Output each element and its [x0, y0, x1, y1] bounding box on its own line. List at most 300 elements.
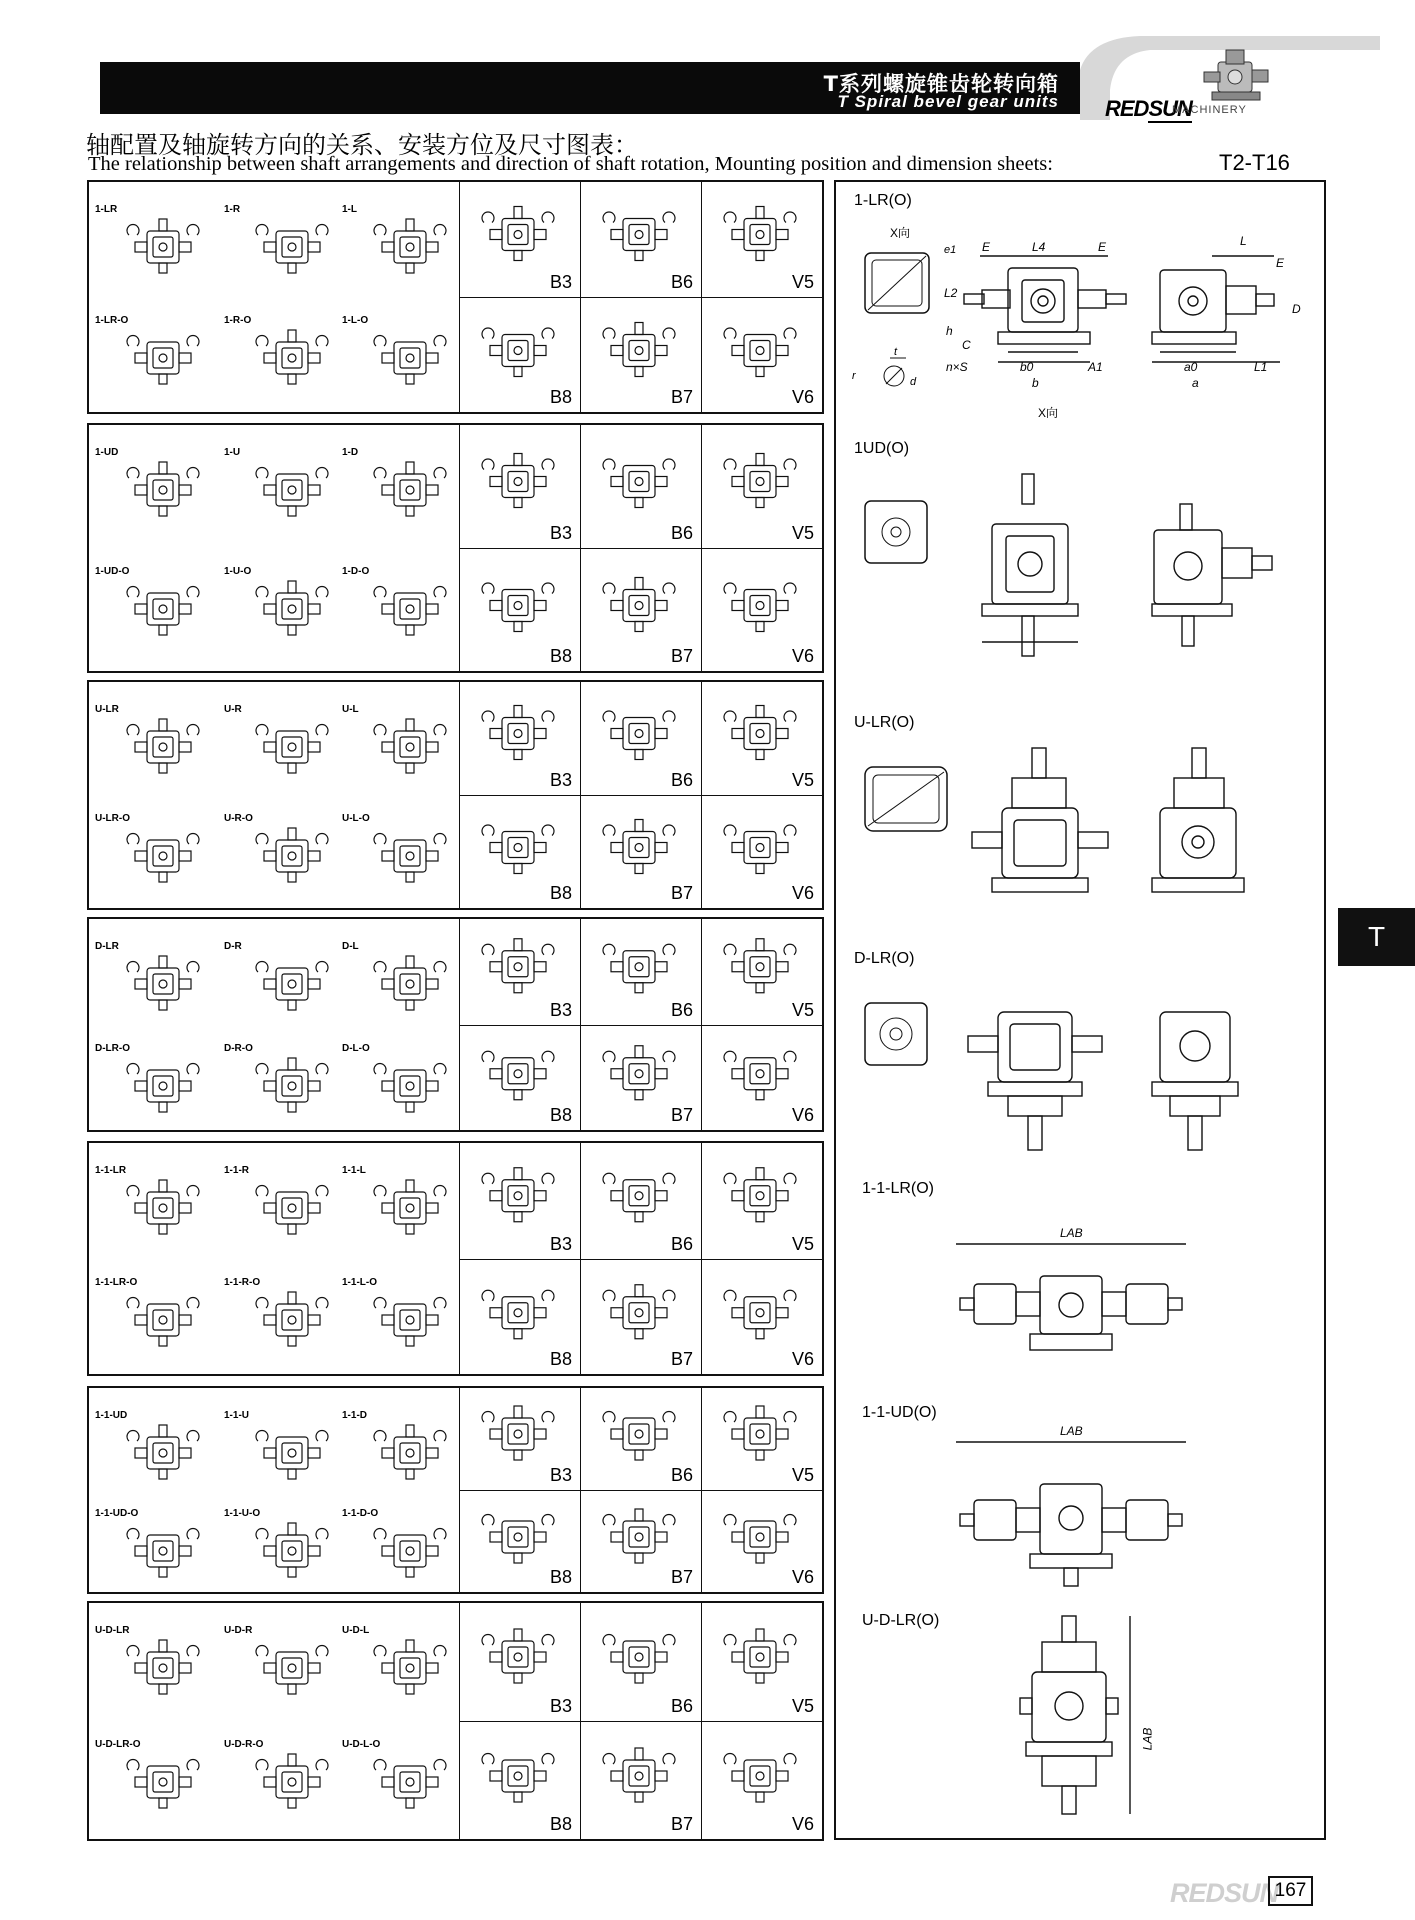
config-label: U-R-O: [224, 813, 253, 824]
config-cell: [342, 566, 472, 656]
mounting-cell: [459, 1143, 580, 1259]
C-label: C: [962, 338, 971, 352]
config-cell: [224, 1165, 354, 1255]
mounting-cell: [459, 795, 580, 908]
a0-label: a0: [1184, 360, 1198, 374]
mounting-diagram-icon: [712, 1611, 808, 1708]
rotation-diagram-icon: [370, 1285, 450, 1360]
config-label: U-L-O: [342, 813, 370, 824]
rotation-diagram-icon: [252, 574, 332, 649]
mounting-diagram-icon: [591, 306, 687, 400]
mounting-diagram-icon: [712, 1151, 808, 1246]
A1-label: A1: [1088, 360, 1103, 374]
rotation-diagram-icon: [370, 712, 450, 787]
section-title-u-lr: U-LR(O): [854, 714, 915, 731]
section-tab: T: [1338, 908, 1415, 966]
config-cell: [95, 1739, 225, 1829]
mounting-position-label: B8: [549, 1567, 572, 1587]
config-label: U-D-R: [224, 1625, 253, 1636]
rotation-diagram-icon: [252, 1173, 332, 1248]
mounting-position-label: B6: [670, 272, 693, 292]
front-view-u-lr-drawing: [962, 748, 1172, 928]
config-label: 1-1-R-O: [224, 1276, 261, 1288]
config-group: [87, 423, 824, 673]
nxs-label: n×S: [946, 360, 968, 374]
config-cell: [342, 704, 472, 794]
config-cell: [95, 1165, 225, 1255]
page-title-en: The relationship between shaft arrangements and direction of shaft rotation, Mounting position and dimension sheets:: [88, 153, 1053, 175]
rotation-diagram-icon: [123, 1633, 203, 1708]
config-cell: [95, 566, 225, 656]
mounting-cell: [580, 1025, 701, 1131]
mounting-position-label: B7: [670, 1105, 693, 1125]
config-cell: [342, 941, 472, 1031]
config-cell: [224, 566, 354, 656]
mounting-diagram-icon: [470, 557, 566, 659]
config-label: D-LR: [95, 941, 119, 952]
footer-brand-red: RED: [1170, 1878, 1225, 1908]
config-cell: [224, 1043, 354, 1133]
config-label: U-D-LR: [95, 1625, 130, 1636]
rotation-diagram-icon: [252, 455, 332, 530]
config-cell: [224, 1508, 354, 1598]
mounting-cell: [580, 1603, 701, 1721]
mounting-diagram-icon: [591, 1730, 687, 1827]
mounting-grid: [459, 919, 822, 1130]
config-label: 1-1-U-O: [224, 1508, 261, 1519]
mounting-cell: [580, 297, 701, 412]
section-title-u-d-lr: U-D-LR(O): [862, 1612, 940, 1629]
mounting-cell: [459, 1721, 580, 1839]
rotation-diagram-icon: [123, 1418, 203, 1493]
rotation-diagram-icon: [252, 821, 332, 896]
config-cell: [342, 1277, 472, 1367]
E-label-left: E: [982, 240, 991, 254]
config-label: U-R: [224, 704, 242, 715]
config-group: [87, 1386, 824, 1594]
rotation-diagram-icon: [123, 323, 203, 398]
section-title-1-lr: 1-LR(O): [854, 192, 912, 209]
config-label: 1-UD-O: [95, 566, 130, 577]
rotation-diagram-icon: [370, 949, 450, 1024]
flange-d-lr-drawing: [864, 1002, 934, 1072]
mounting-cell: [580, 182, 701, 297]
mounting-diagram-icon: [591, 690, 687, 782]
config-label: U-LR: [95, 704, 119, 715]
mounting-diagram-icon: [712, 557, 808, 659]
page-title-cn: 轴配置及轴旋转方向的关系、安装方位及尺寸图表：: [86, 131, 638, 159]
config-label: 1-U-O: [224, 566, 252, 577]
L1-label: L1: [1254, 360, 1268, 374]
front-view-u-d-lr-drawing: [1012, 1616, 1142, 1836]
mounting-position-label: B6: [670, 1233, 693, 1254]
page-number: 167: [1268, 1876, 1313, 1906]
config-label: 1-D: [342, 447, 359, 458]
mounting-cell: [580, 795, 701, 908]
rotation-diagram-icon: [123, 1747, 203, 1822]
mounting-cell: [459, 1025, 580, 1131]
config-label: 1-1-D: [342, 1410, 368, 1421]
front-view-1-1-ud-drawing: [956, 1438, 1196, 1588]
mounting-diagram-icon: [470, 690, 566, 782]
config-cell: [224, 315, 354, 405]
config-cell: [95, 315, 225, 405]
mounting-diagram-icon: [712, 690, 808, 782]
mounting-position-label: V6: [791, 1814, 814, 1834]
footer-brand-sun: SUN: [1224, 1878, 1279, 1908]
mounting-position-label: B3: [549, 523, 572, 543]
config-cell: [95, 1508, 225, 1598]
rotation-diagram-icon: [123, 212, 203, 287]
rotation-diagram-icon: [370, 574, 450, 649]
mounting-position-label: B8: [549, 1349, 572, 1369]
d-label: d: [910, 376, 917, 388]
config-cell: [342, 813, 472, 903]
mounting-diagram-icon: [591, 557, 687, 659]
mounting-cell: [580, 425, 701, 548]
mounting-diagram-icon: [591, 1151, 687, 1246]
config-label: D-R-O: [224, 1042, 253, 1054]
config-label: 1-LR-O: [95, 315, 129, 326]
mounting-diagram-icon: [712, 1730, 808, 1827]
mounting-cell: [701, 1025, 822, 1131]
mounting-cell: [701, 297, 822, 412]
mounting-cell: [459, 1388, 580, 1490]
header-title-en: T Spiral bevel gear units: [837, 92, 1059, 111]
mounting-cell: [701, 1143, 822, 1259]
config-group: [87, 680, 824, 910]
config-label: 1-L: [342, 204, 357, 215]
mounting-cell: [701, 425, 822, 548]
config-label: 1-1-R: [224, 1165, 250, 1176]
front-view-1ud-drawing: [962, 474, 1172, 684]
rotation-diagram-icon: [252, 323, 332, 398]
config-cell: [342, 1043, 472, 1133]
L-label: L: [1240, 234, 1247, 248]
rotation-diagram-icon: [123, 1516, 203, 1591]
rotation-diagram-icon: [370, 1747, 450, 1822]
config-cell: [342, 447, 472, 537]
mounting-cell: [580, 1388, 701, 1490]
front-view-1-lr-drawing: [962, 238, 1172, 378]
e1-label: e1: [944, 244, 957, 256]
config-cell: [224, 1277, 354, 1367]
side-view-u-lr-drawing: [1152, 748, 1322, 928]
rotation-diagram-icon: [123, 1285, 203, 1360]
mounting-position-label: B8: [549, 883, 572, 903]
config-label: U-D-L: [342, 1625, 370, 1636]
config-cell: [342, 1410, 472, 1500]
h-label: h: [946, 324, 953, 338]
config-label: U-L: [342, 704, 359, 715]
footer-brand: [1170, 1878, 1278, 1909]
rotation-diagram-icon: [123, 1173, 203, 1248]
flange-1ud-drawing: [864, 500, 934, 570]
rotation-diagram-icon: [252, 1285, 332, 1360]
side-view-1ud-drawing: [1152, 474, 1322, 684]
rotation-diagram-icon: [123, 949, 203, 1024]
config-label: D-R: [224, 941, 242, 952]
mounting-position-label: V6: [791, 646, 814, 666]
rotation-diagram-icon: [123, 712, 203, 787]
config-label: 1-1-UD-O: [95, 1508, 139, 1519]
rotation-diagram-icon: [370, 323, 450, 398]
mounting-position-label: V5: [791, 523, 814, 543]
config-label: 1-1-LR-O: [95, 1276, 138, 1288]
mounting-position-label: B3: [549, 1465, 572, 1485]
side-view-d-lr-drawing: [1152, 982, 1322, 1172]
config-cell: [224, 1410, 354, 1500]
r-label: r: [852, 370, 856, 382]
config-cell: [342, 204, 472, 294]
config-cell: [95, 813, 225, 903]
brand-sun: SUN: [1148, 96, 1192, 121]
front-view-1-1-lr-drawing: [956, 1240, 1196, 1370]
mounting-cell: [701, 1721, 822, 1839]
mounting-diagram-icon: [712, 190, 808, 284]
mounting-position-label: B6: [670, 1465, 693, 1485]
config-label: D-LR-O: [95, 1042, 130, 1054]
LAB-label-1: LAB: [1060, 1226, 1083, 1240]
mounting-cell: [459, 1259, 580, 1375]
D-label: D: [1292, 302, 1301, 316]
x-direction-arrow-label: X向: [1038, 406, 1059, 420]
config-cell: [95, 447, 225, 537]
mounting-cell: [580, 548, 701, 671]
config-cell: [224, 204, 354, 294]
config-group: [87, 1601, 824, 1841]
x-direction-label: X向: [890, 226, 911, 240]
mounting-position-label: V6: [791, 1349, 814, 1369]
mounting-diagram-icon: [712, 306, 808, 400]
mounting-position-label: V6: [791, 387, 814, 407]
mounting-position-label: V6: [791, 1105, 814, 1125]
LAB-label-3: LAB: [1140, 1727, 1155, 1751]
mounting-cell: [580, 682, 701, 795]
config-label: 1-LR: [95, 204, 118, 215]
mounting-position-label: B3: [549, 999, 572, 1020]
mounting-cell: [459, 425, 580, 548]
config-cell: [95, 1277, 225, 1367]
config-label: U-LR-O: [95, 813, 130, 824]
config-group: [87, 1141, 824, 1376]
mounting-position-label: B6: [670, 1696, 693, 1716]
mounting-position-label: V5: [791, 1696, 814, 1716]
rotation-diagram-icon: [252, 949, 332, 1024]
mounting-grid: [459, 182, 822, 412]
L2-label: L2: [944, 286, 958, 300]
mounting-cell: [701, 1490, 822, 1592]
config-cell: [342, 315, 472, 405]
config-group: [87, 180, 824, 414]
flange-u-lr-drawing: [864, 766, 954, 836]
config-cell: [95, 941, 225, 1031]
mounting-position-label: B3: [549, 770, 572, 790]
mounting-cell: [580, 1259, 701, 1375]
mounting-diagram-icon: [712, 433, 808, 535]
rotation-diagram-icon: [370, 1633, 450, 1708]
mounting-cell: [701, 548, 822, 671]
section-title-1-1-ud: 1-1-UD(O): [862, 1404, 937, 1421]
mounting-position-label: B8: [549, 646, 572, 666]
mounting-cell: [701, 919, 822, 1025]
mounting-position-label: B8: [549, 387, 572, 407]
mounting-diagram-icon: [470, 190, 566, 284]
mounting-grid: [459, 1388, 822, 1592]
header-title-cn: T系列螺旋锥齿轮转向箱: [823, 72, 1059, 96]
mounting-position-label: B7: [670, 387, 693, 407]
config-label: U-D-LR-O: [95, 1739, 141, 1750]
flange-x-view-drawing: [864, 252, 934, 316]
rotation-diagram-icon: [123, 1051, 203, 1126]
mounting-cell: [459, 1603, 580, 1721]
mounting-position-label: V5: [791, 1233, 814, 1254]
L4-label: L4: [1032, 240, 1046, 254]
mounting-grid: [459, 1143, 822, 1374]
config-cell: [224, 941, 354, 1031]
config-label: 1-1-D-O: [342, 1508, 379, 1519]
front-view-d-lr-drawing: [962, 982, 1172, 1172]
E-label-side: E: [1276, 256, 1285, 270]
rotation-diagram-icon: [252, 1747, 332, 1822]
mounting-cell: [459, 297, 580, 412]
config-cell: [224, 813, 354, 903]
config-cell: [95, 1043, 225, 1133]
mounting-diagram-icon: [470, 433, 566, 535]
mounting-cell: [701, 795, 822, 908]
mounting-position-label: B3: [549, 1233, 572, 1254]
rotation-diagram-icon: [370, 1516, 450, 1591]
side-view-1-lr-drawing: [1152, 238, 1312, 378]
config-label: 1-1-LR: [95, 1165, 127, 1176]
mounting-cell: [459, 682, 580, 795]
config-label: 1-1-L: [342, 1165, 366, 1176]
config-label: U-D-L-O: [342, 1739, 381, 1750]
mounting-position-label: B7: [670, 1814, 693, 1834]
mounting-diagram-icon: [591, 433, 687, 535]
mounting-cell: [459, 548, 580, 671]
rotation-diagram-icon: [252, 712, 332, 787]
config-label: U-D-R-O: [224, 1739, 264, 1750]
page-title-code: T2-T16: [1219, 150, 1290, 175]
mounting-diagram-icon: [470, 306, 566, 400]
mounting-diagram-icon: [470, 1730, 566, 1827]
t-label: t: [894, 346, 898, 358]
section-title-1ud: 1UD(O): [854, 440, 910, 457]
config-label: D-L: [342, 941, 359, 952]
mounting-cell: [580, 919, 701, 1025]
mounting-position-label: B6: [670, 523, 693, 543]
rotation-diagram-icon: [252, 212, 332, 287]
mounting-position-label: B3: [549, 272, 572, 292]
mounting-position-label: V6: [791, 883, 814, 903]
mounting-grid: [459, 1603, 822, 1839]
mounting-cell: [459, 1490, 580, 1592]
mounting-cell: [459, 182, 580, 297]
mounting-cell: [580, 1143, 701, 1259]
rotation-diagram-icon: [370, 1418, 450, 1493]
mounting-diagram-icon: [712, 1268, 808, 1363]
mounting-cell: [701, 1603, 822, 1721]
config-cell: [342, 1739, 472, 1829]
mounting-diagram-icon: [591, 1611, 687, 1708]
rotation-diagram-icon: [123, 455, 203, 530]
mounting-cell: [580, 1721, 701, 1839]
config-cell: [95, 204, 225, 294]
config-label: 1-L-O: [342, 315, 369, 326]
a-label: a: [1192, 376, 1199, 390]
rotation-diagram-icon: [252, 1516, 332, 1591]
mounting-position-label: V5: [791, 1465, 814, 1485]
rotation-diagram-icon: [252, 1051, 332, 1126]
mounting-position-label: B7: [670, 883, 693, 903]
mounting-cell: [580, 1490, 701, 1592]
rotation-diagram-icon: [123, 821, 203, 896]
mounting-position-label: B8: [549, 1105, 572, 1125]
mounting-diagram-icon: [591, 1268, 687, 1363]
config-cell: [224, 704, 354, 794]
config-cell: [224, 447, 354, 537]
config-label: D-L-O: [342, 1042, 370, 1054]
rotation-diagram-icon: [370, 821, 450, 896]
E-label-right: E: [1098, 240, 1107, 254]
mounting-cell: [459, 919, 580, 1025]
config-cell: [95, 1410, 225, 1500]
config-label: 1-1-UD: [95, 1410, 128, 1421]
mounting-diagram-icon: [591, 190, 687, 284]
config-label: 1-U: [224, 447, 241, 458]
rotation-diagram-icon: [370, 212, 450, 287]
b-label: b: [1032, 376, 1039, 390]
rotation-diagram-icon: [370, 1051, 450, 1126]
config-cell: [95, 1625, 225, 1715]
mounting-cell: [701, 1388, 822, 1490]
mounting-position-label: B6: [670, 999, 693, 1020]
mounting-grid: [459, 682, 822, 908]
config-cell: [342, 1165, 472, 1255]
mounting-position-label: B6: [670, 770, 693, 790]
config-label: 1-UD: [95, 447, 119, 458]
mounting-position-label: B7: [670, 1349, 693, 1369]
rotation-diagram-icon: [252, 1418, 332, 1493]
mounting-position-label: V5: [791, 272, 814, 292]
LAB-label-2: LAB: [1060, 1424, 1083, 1438]
mounting-position-label: B8: [549, 1814, 572, 1834]
mounting-position-label: V5: [791, 999, 814, 1020]
mounting-cell: [701, 182, 822, 297]
mounting-cell: [701, 1259, 822, 1375]
mounting-diagram-icon: [470, 1268, 566, 1363]
rotation-diagram-icon: [123, 574, 203, 649]
config-label: 1-1-L-O: [342, 1276, 377, 1288]
mounting-position-label: V5: [791, 770, 814, 790]
config-cell: [95, 704, 225, 794]
rotation-diagram-icon: [370, 455, 450, 530]
rotation-diagram-icon: [370, 1173, 450, 1248]
mounting-position-label: B7: [670, 1567, 693, 1587]
config-cell: [342, 1508, 472, 1598]
mounting-position-label: B3: [549, 1696, 572, 1716]
mounting-diagram-icon: [470, 1151, 566, 1246]
config-label: 1-1-U: [224, 1410, 250, 1421]
config-label: 1-D-O: [342, 566, 370, 577]
config-group: [87, 917, 824, 1132]
config-label: 1-R-O: [224, 315, 252, 326]
mounting-position-label: B7: [670, 646, 693, 666]
mounting-cell: [701, 682, 822, 795]
mounting-position-label: V6: [791, 1567, 814, 1587]
mounting-grid: [459, 425, 822, 671]
